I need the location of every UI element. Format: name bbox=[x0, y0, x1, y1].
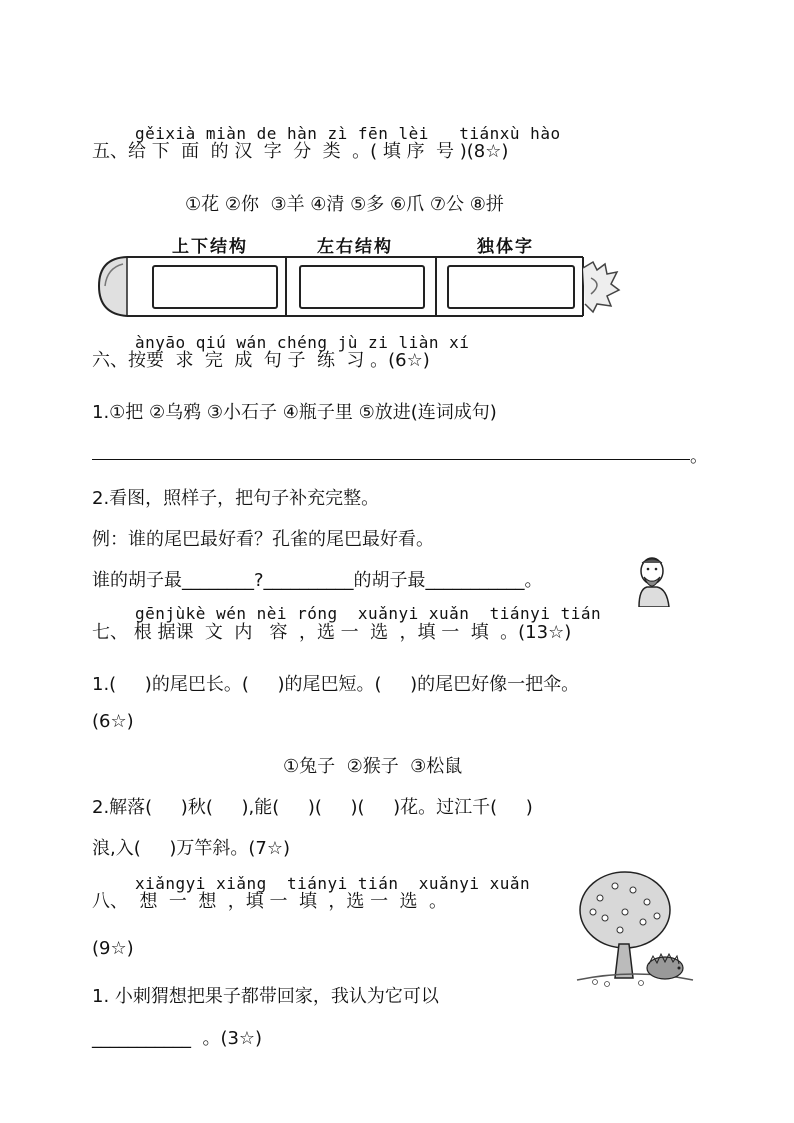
section8-q1: 1. 小刺猬想把果子都带回家，我认为它可以 bbox=[92, 986, 439, 1007]
train-label-left-right: 左右结构 bbox=[317, 237, 393, 257]
section5-pinyin: gěixià miàn de hàn zì fēn lèi tiánxù hào bbox=[135, 124, 561, 143]
section5-heading: 五、给 下 面 的 汉 字 分 类 。( 填 序 号 )(8☆) bbox=[92, 141, 509, 162]
section6-q2: 2.看图，照样子，把句子补充完整。 bbox=[92, 488, 380, 509]
section8-pinyin: xiǎngyi xiǎng tiányi tián xuǎnyi xuǎn bbox=[135, 874, 531, 893]
section7-q1-score: (6☆) bbox=[92, 711, 134, 732]
section7-pinyin: gēnjùkè wén nèi róng xuǎnyi xuǎn tiányi tián bbox=[135, 604, 602, 623]
section7-q2-line1: 2.解落( )秋( ),能( )( )( )花。过江千( ) bbox=[92, 797, 533, 818]
section8-q1-blank[interactable]: ___________ 。(3☆) bbox=[92, 1028, 263, 1049]
train-label-single: 独体字 bbox=[477, 237, 534, 257]
section7-options: ①兔子 ②猴子 ③松鼠 bbox=[283, 756, 463, 777]
section7-q2-line2: 浪,入( )万竿斜。(7☆) bbox=[92, 838, 291, 859]
answer-box-top-bottom[interactable] bbox=[152, 265, 278, 309]
section7-heading: 七、 根 据课 文 内 容 ，选 一 选 ，填 一 填 。(13☆) bbox=[92, 622, 572, 643]
section7-q1: 1.( )的尾巴长。( )的尾巴短。( )的尾巴好像一把伞。 bbox=[92, 674, 580, 695]
section6-example: 例：谁的尾巴最好看？孔雀的尾巴最好看。 bbox=[92, 529, 434, 550]
tree-hedgehog-illustration bbox=[575, 868, 695, 990]
section8-score: (9☆) bbox=[92, 938, 134, 959]
section6-q1-end: 。 bbox=[690, 446, 708, 467]
old-man-illustration bbox=[635, 555, 673, 607]
section8-heading: 八、 想 一 想 ，填 一 填 ，选 一 选 。 bbox=[92, 891, 447, 912]
train-diagram bbox=[97, 228, 627, 320]
answer-box-left-right[interactable] bbox=[299, 265, 425, 309]
section6-pinyin: ànyāo qiú wán chéng jù zi liàn xí bbox=[135, 333, 470, 352]
train-label-top-bottom: 上下结构 bbox=[172, 237, 248, 257]
section6-q1: 1.①把 ②乌鸦 ③小石子 ④瓶子里 ⑤放进(连词成句) bbox=[92, 402, 497, 423]
section6-q1-answer-line[interactable] bbox=[92, 459, 690, 460]
section6-heading: 六、按要 求 完 成 句 子 练 习 。(6☆) bbox=[92, 350, 430, 371]
answer-box-single[interactable] bbox=[447, 265, 575, 309]
section6-fill: 谁的胡子最________?__________的胡子最___________。 bbox=[92, 570, 543, 591]
section5-items: ①花 ②你 ③羊 ④清 ⑤多 ⑥爪 ⑦公 ⑧拼 bbox=[185, 194, 504, 215]
